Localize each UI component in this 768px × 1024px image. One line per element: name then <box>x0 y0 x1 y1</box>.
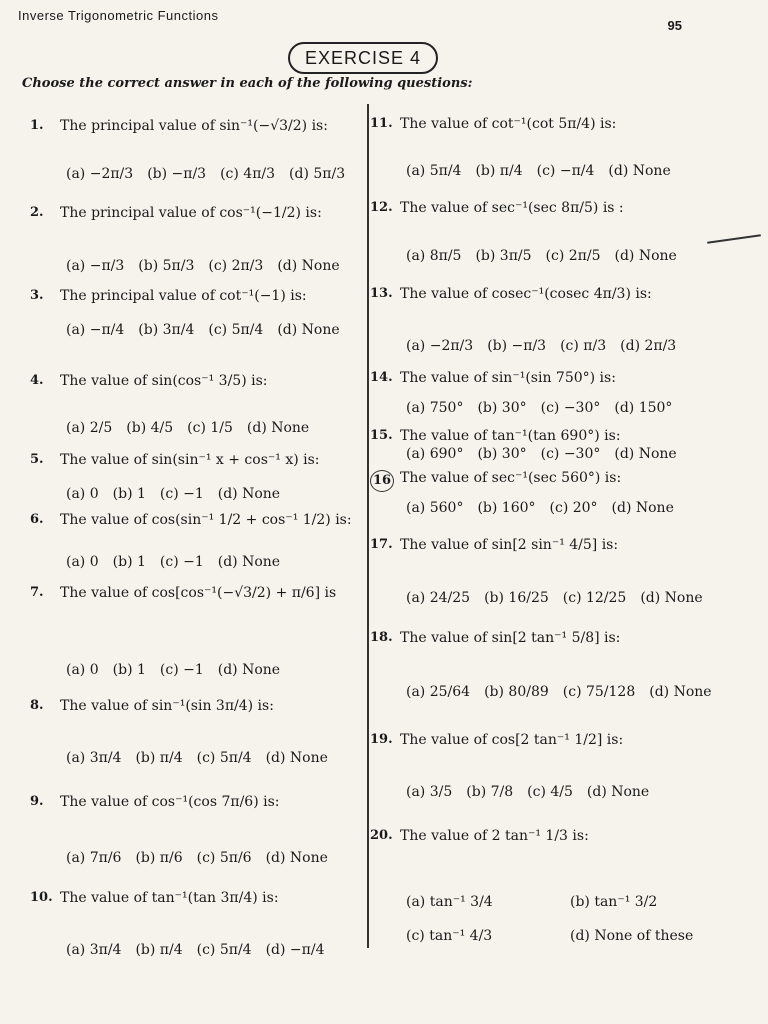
question-text: The value of cos(sin⁻¹ 1/2 + cos⁻¹ 1/2) is: <box>60 512 352 528</box>
option-c[interactable]: (c) 5π/4 <box>196 942 252 958</box>
answer-options <box>66 554 294 570</box>
option-a[interactable]: (a) 3/5 <box>406 784 453 800</box>
answer-options <box>66 850 342 866</box>
pen-mark <box>707 234 761 243</box>
question-number: 5. <box>30 452 44 467</box>
question-text: The value of cos[2 tan⁻¹ 1/2] is: <box>400 732 624 748</box>
question-number: 18. <box>370 630 393 645</box>
answer-options <box>406 248 691 264</box>
option-d[interactable]: (d) None <box>217 554 281 570</box>
option-a[interactable]: (a) −2π/3 <box>66 166 134 182</box>
option-b[interactable]: (b) π/4 <box>475 163 523 179</box>
option-b[interactable]: (b) π/6 <box>135 850 183 866</box>
question-number: 13. <box>370 286 393 301</box>
question-number: 17. <box>370 537 393 552</box>
option-a[interactable]: (a) 24/25 <box>406 590 471 606</box>
question-text: The value of cos⁻¹(cos 7π/6) is: <box>60 794 280 810</box>
option-c[interactable]: (c) −30° <box>540 446 601 462</box>
question-text: The value of cot⁻¹(cot 5π/4) is: <box>400 116 617 132</box>
option-a[interactable]: (a) 8π/5 <box>406 248 462 264</box>
question-text: The value of cos[cos⁻¹(−√3/2) + π/6] is <box>60 585 337 601</box>
question-number: 15. <box>370 428 393 443</box>
option-b[interactable]: (b) 3π/4 <box>138 322 195 338</box>
option-c[interactable]: (c) 2π/3 <box>208 258 264 274</box>
option-c[interactable]: (c) −1 <box>159 554 204 570</box>
option-d[interactable]: (d) None <box>640 590 703 606</box>
question-number: 1. <box>30 118 44 133</box>
answer-options <box>406 400 686 416</box>
option-c[interactable]: (c) 5π/4 <box>196 750 252 766</box>
question-number: 8. <box>30 698 44 713</box>
option-b[interactable]: (b) 1 <box>112 662 146 678</box>
option-d[interactable]: (d) 150° <box>614 400 673 416</box>
answer-options <box>66 486 294 502</box>
option-c[interactable]: (c) −1 <box>159 486 204 502</box>
answer-options <box>66 322 354 338</box>
answer-options <box>406 338 690 354</box>
question-text: The principal value of cot⁻¹(−1) is: <box>60 288 307 304</box>
page-number: 95 <box>667 18 682 33</box>
option-c[interactable]: (c) 4π/3 <box>220 166 276 182</box>
question-text: The value of sec⁻¹(sec 8π/5) is : <box>400 200 624 216</box>
option-a[interactable]: (a) 560° <box>406 500 464 516</box>
option-a[interactable]: (a) −π/4 <box>66 322 125 338</box>
option-a[interactable]: (a) 0 <box>66 554 99 570</box>
option-d[interactable]: (d) None <box>265 850 328 866</box>
option-b[interactable]: (b) 1 <box>112 554 146 570</box>
option-c[interactable]: (c) 20° <box>549 500 598 516</box>
question-text: The value of sin(cos⁻¹ 3/5) is: <box>60 373 268 389</box>
option-d[interactable]: (d) None <box>586 784 650 800</box>
question-number: 12. <box>370 200 393 215</box>
question-text: The value of 2 tan⁻¹ 1/3 is: <box>400 828 589 844</box>
answer-options <box>66 750 342 766</box>
option-b[interactable]: (b) 3π/5 <box>475 248 532 264</box>
option-b[interactable]: (b) 5π/3 <box>138 258 195 274</box>
option-c[interactable]: (c) 2π/5 <box>545 248 601 264</box>
option-d[interactable]: (d) None <box>649 684 712 700</box>
option-d[interactable]: (d) None <box>611 500 674 516</box>
option-b[interactable]: (b) 16/25 <box>484 590 549 606</box>
instructions: Choose the correct answer in each of the following questions: <box>22 76 473 91</box>
question-number: 6. <box>30 512 44 527</box>
chapter-header: Inverse Trigonometric Functions <box>18 8 219 23</box>
option-a[interactable]: (a) 5π/4 <box>406 163 462 179</box>
option-c[interactable]: (c) 75/128 <box>562 684 636 700</box>
option-d[interactable]: (d) 2π/3 <box>620 338 677 354</box>
option-d[interactable]: (d) None <box>217 486 281 502</box>
option-b[interactable]: (b) 160° <box>477 500 536 516</box>
question-text: The value of cosec⁻¹(cosec 4π/3) is: <box>400 286 652 302</box>
answer-options <box>66 258 354 274</box>
question-text: The principal value of sin⁻¹(−√3/2) is: <box>60 118 328 134</box>
option-a[interactable]: (a) 0 <box>66 486 99 502</box>
question-number: 2. <box>30 205 44 220</box>
option-c[interactable]: (c) 4/5 <box>527 784 573 800</box>
answer-options <box>406 590 717 606</box>
answer-options <box>66 662 294 678</box>
question-text: The value of sin[2 sin⁻¹ 4/5] is: <box>400 537 619 553</box>
option-c[interactable]: (c) 12/25 <box>562 590 627 606</box>
option-a[interactable]: (a) tan⁻¹ 3/4 <box>406 894 493 910</box>
answer-options <box>66 942 338 958</box>
option-d[interactable]: (d) None <box>277 322 340 338</box>
option-a[interactable]: (a) −2π/3 <box>406 338 474 354</box>
option-b[interactable]: (b) π/4 <box>135 750 183 766</box>
question-number: 9. <box>30 794 44 809</box>
answer-options <box>406 500 688 516</box>
option-d[interactable]: (d) None <box>614 248 677 264</box>
option-b[interactable]: (b) 4/5 <box>126 420 174 436</box>
question-text: The value of sec⁻¹(sec 560°) is: <box>400 470 622 486</box>
question-number: 20. <box>370 828 393 843</box>
option-c[interactable]: (c) π/3 <box>560 338 607 354</box>
option-a[interactable]: (a) 3π/4 <box>66 750 122 766</box>
option-b[interactable]: (b) 80/89 <box>484 684 549 700</box>
option-c[interactable]: (c) −30° <box>540 400 601 416</box>
answer-options <box>406 684 726 700</box>
question-number: 11. <box>370 116 393 131</box>
question-text: The value of sin(sin⁻¹ x + cos⁻¹ x) is: <box>60 452 320 468</box>
option-d[interactable]: (d) None <box>246 420 310 436</box>
question-number: 7. <box>30 585 44 600</box>
question-number: 14. <box>370 370 393 385</box>
option-d[interactable]: (d) None <box>265 750 328 766</box>
question-text: The value of tan⁻¹(tan 3π/4) is: <box>60 890 279 906</box>
option-b[interactable]: (b) 30° <box>477 400 527 416</box>
option-b[interactable]: (b) −π/3 <box>487 338 547 354</box>
option-a[interactable]: (a) 2/5 <box>66 420 113 436</box>
option-a[interactable]: (a) 3π/4 <box>66 942 122 958</box>
option-d[interactable]: (d) None <box>217 662 281 678</box>
question-text: The value of sin⁻¹(sin 3π/4) is: <box>60 698 274 714</box>
answer-options <box>406 163 685 179</box>
option-d[interactable]: (d) None of these <box>570 927 694 944</box>
answer-options <box>66 420 323 436</box>
option-b[interactable]: (b) −π/3 <box>147 166 207 182</box>
question-number: 10. <box>30 890 53 905</box>
answer-options <box>406 446 691 462</box>
question-number: 4. <box>30 373 44 388</box>
option-a[interactable]: (a) 750° <box>406 400 464 416</box>
option-b[interactable]: (b) tan⁻¹ 3/2 <box>570 894 658 910</box>
option-c[interactable]: (c) 1/5 <box>187 420 233 436</box>
question-number: 3. <box>30 288 44 303</box>
answer-options <box>406 784 663 800</box>
option-b[interactable]: (b) 1 <box>112 486 146 502</box>
option-d[interactable]: (d) 5π/3 <box>289 166 346 182</box>
option-b[interactable]: (b) 30° <box>477 446 527 462</box>
option-d[interactable]: (d) None <box>608 163 671 179</box>
option-a[interactable]: (a) 7π/6 <box>66 850 122 866</box>
option-a[interactable]: (a) −π/3 <box>66 258 125 274</box>
exercise-title: EXERCISE 4 <box>288 42 438 74</box>
option-c[interactable]: (c) 5π/6 <box>196 850 252 866</box>
option-d[interactable]: (d) −π/4 <box>265 942 325 958</box>
option-b[interactable]: (b) π/4 <box>135 942 183 958</box>
option-a[interactable]: (a) 0 <box>66 662 99 678</box>
question-text: The value of sin⁻¹(sin 750°) is: <box>400 370 616 386</box>
question-number: 19. <box>370 732 393 747</box>
option-c[interactable]: (c) −π/4 <box>536 163 595 179</box>
question-number: 16 <box>370 470 394 492</box>
question-text: The value of tan⁻¹(tan 690°) is: <box>400 428 621 444</box>
option-c[interactable]: (c) 5π/4 <box>208 322 264 338</box>
option-d[interactable]: (d) None <box>277 258 340 274</box>
column-divider <box>367 104 369 948</box>
question-text: The value of sin[2 tan⁻¹ 5/8] is: <box>400 630 621 646</box>
question-text: The principal value of cos⁻¹(−1/2) is: <box>60 205 322 221</box>
answer-options <box>66 166 359 182</box>
option-a[interactable]: (a) 25/64 <box>406 684 471 700</box>
answer-options <box>406 886 734 953</box>
option-d[interactable]: (d) None <box>614 446 677 462</box>
option-b[interactable]: (b) 7/8 <box>466 784 514 800</box>
option-c[interactable]: (c) −1 <box>159 662 204 678</box>
option-a[interactable]: (a) 690° <box>406 446 464 462</box>
option-c[interactable]: (c) tan⁻¹ 4/3 <box>406 927 493 944</box>
